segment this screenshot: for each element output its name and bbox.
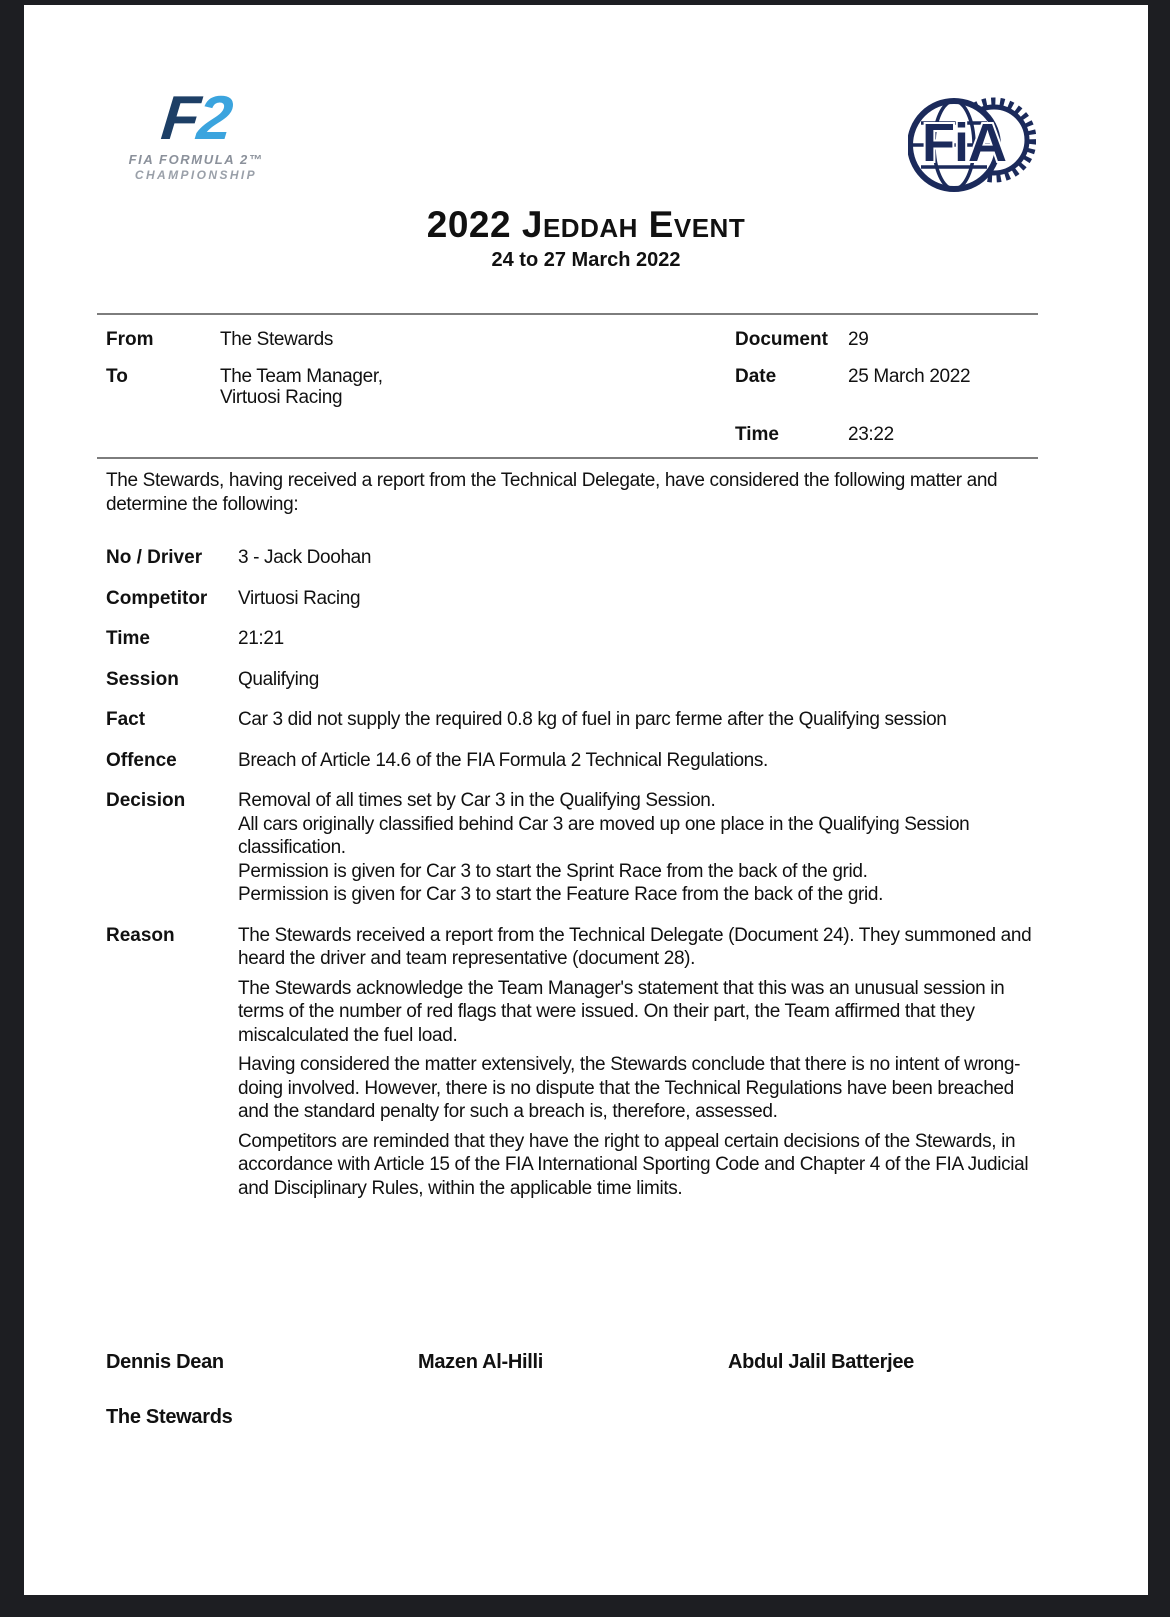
competitor-label: Competitor <box>106 587 208 609</box>
no-driver-label: No / Driver <box>106 547 203 568</box>
field-row-session <box>106 668 1038 692</box>
field-row-no-driver <box>106 546 1038 570</box>
f2-championship-logo-icon <box>98 84 294 182</box>
time-field-value: 21:21 <box>238 628 284 649</box>
from-label: From <box>106 329 154 350</box>
offence-value: Breach of Article 14.6 of the FIA Formula 2 Technical Regulations. <box>238 749 768 771</box>
decision-value <box>238 789 1038 907</box>
field-row-reason <box>106 924 1038 1201</box>
divider-top <box>97 313 1038 315</box>
fia-logo-icon <box>908 91 1036 195</box>
steward-signature-3: Abdul Jalil Batterjee <box>728 1351 914 1373</box>
reason-paragraph: The Stewards acknowledge the Team Manager's statement that this was an unusual session in terms of the number of red flags that were issued. On their part, the Team affirmed that they miscalculated the fuel load. <box>238 977 1005 1046</box>
session-value: Qualifying <box>238 668 319 690</box>
fia-logo-text: FiA <box>922 113 1006 173</box>
divider-bottom <box>97 457 1038 459</box>
signature-role: The Stewards <box>106 1406 233 1428</box>
f2-logo-letter-f: F <box>158 84 202 153</box>
document-value: 29 <box>848 329 869 350</box>
to-value-line2: Virtuosi Racing <box>220 387 343 408</box>
decision-label: Decision <box>106 790 186 811</box>
reason-value <box>238 924 1038 1201</box>
no-driver-value: 3 - Jack Doohan <box>238 547 372 568</box>
page-title: 2022 Jeddah Event <box>426 204 746 245</box>
document-body <box>24 313 1148 1200</box>
field-row-fact <box>106 708 1038 732</box>
page-subtitle: 24 to 27 March 2022 <box>491 249 681 271</box>
from-value: The Stewards <box>220 329 334 350</box>
time-value: 23:22 <box>848 424 894 445</box>
fact-label: Fact <box>106 709 146 730</box>
decision-fields <box>106 546 1038 1200</box>
reason-label: Reason <box>106 924 175 946</box>
document-label: Document <box>735 329 828 350</box>
intro-paragraph: The Stewards, having received a report from the Technical Delegate, have considered the following matter and determine the following: <box>106 470 998 515</box>
date-label: Date <box>735 366 777 387</box>
time-label: Time <box>735 424 780 445</box>
reason-paragraph: The Stewards received a report from the Technical Delegate (Document 24). They summoned and heard the driver and team representative (document 28). <box>238 924 1032 969</box>
f2-logo-letter-two: 2 <box>194 84 234 153</box>
decision-line: Permission is given for Car 3 to start the Feature Race from the back of the grid. <box>238 884 884 905</box>
f2-wordmark-line1: FIA FORMULA 2™ <box>128 151 264 167</box>
fact-value: Car 3 did not supply the required 0.8 kg of fuel in parc ferme after the Qualifying session <box>238 709 947 730</box>
decision-line: Removal of all times set by Car 3 in the Qualifying Session. <box>238 790 716 811</box>
steward-signature-2: Mazen Al-Hilli <box>418 1351 544 1373</box>
decision-line: Permission is given for Car 3 to start the Sprint Race from the back of the grid. <box>238 860 868 882</box>
date-value: 25 March 2022 <box>848 366 971 387</box>
field-row-time <box>106 627 1038 651</box>
session-label: Session <box>106 668 179 690</box>
f2-wordmark-line2: CHAMPIONSHIP <box>134 167 258 182</box>
offence-label: Offence <box>106 749 177 771</box>
steward-signature-1: Dennis Dean <box>106 1351 224 1373</box>
signature-row <box>24 1350 1148 1374</box>
decision-line: All cars originally classified behind Car 3 are moved up one place in the Qualifying Session classification. <box>238 813 970 858</box>
reason-paragraph: Having considered the matter extensively, the Stewards conclude that there is no intent of wrong-doing involved. However, there is no dispute that the Technical Regulations have been breached and the standard penalty for such a breach is, therefore, assessed. <box>238 1054 1021 1122</box>
competitor-value: Virtuosi Racing <box>238 587 361 609</box>
field-row-competitor <box>106 587 1038 611</box>
f2-logo-mark <box>95 84 297 153</box>
reason-paragraph: Competitors are reminded that they have the right to appeal certain decisions of the Stewards, in accordance with Article 15 of the FIA International Sporting Code and Chapter 4 of the FIA Judicial and Disciplinary Rules, within the applicable time limits. <box>238 1130 1029 1199</box>
to-value-line1: The Team Manager, <box>220 366 383 387</box>
meta-table <box>106 329 1038 445</box>
time-field-label: Time <box>106 628 151 649</box>
to-label: To <box>106 366 128 387</box>
field-row-offence <box>106 749 1038 773</box>
to-value <box>220 366 735 408</box>
document-page <box>24 5 1148 1595</box>
field-row-decision <box>106 789 1038 907</box>
